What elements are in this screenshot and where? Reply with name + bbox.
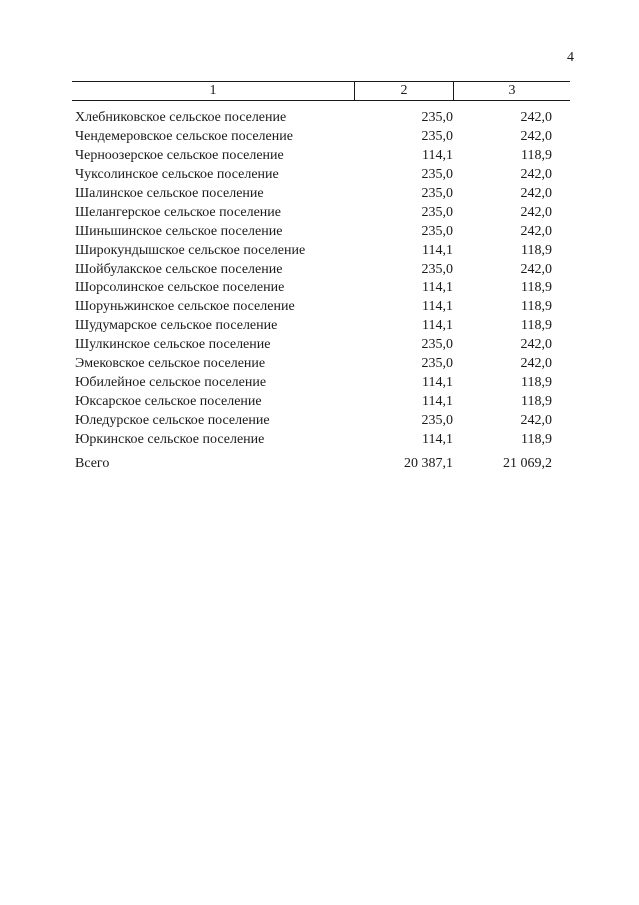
value-col-2: 235,0 (421, 337, 453, 353)
value-col-3: 118,9 (521, 374, 552, 390)
value-col-2: 114,1 (422, 148, 453, 164)
value-col-2: 235,0 (421, 261, 453, 277)
settlement-name: Эмековское сельское поселение (75, 356, 266, 372)
table-row (72, 241, 570, 260)
settlement-name: Юркинское сельское поселение (75, 431, 265, 447)
value-col-3: 242,0 (520, 337, 552, 353)
table-row (72, 430, 570, 449)
table-row (72, 109, 570, 128)
value-col-2: 235,0 (421, 204, 453, 220)
settlement-name: Шоруньжинское сельское поселение (75, 299, 295, 315)
total-row (72, 455, 570, 473)
value-col-3: 118,9 (521, 280, 552, 296)
table-header-row (72, 81, 570, 101)
table-row (72, 336, 570, 355)
value-col-2: 114,1 (422, 280, 453, 296)
value-col-3: 242,0 (520, 356, 552, 372)
settlement-name: Широкундышское сельское поселение (75, 242, 306, 258)
table-row (72, 279, 570, 298)
value-col-3: 118,9 (521, 148, 552, 164)
table-row (72, 411, 570, 430)
value-col-2: 235,0 (421, 167, 453, 183)
table-row (72, 392, 570, 411)
value-col-3: 242,0 (520, 204, 552, 220)
value-col-2: 114,1 (422, 242, 453, 258)
value-col-2: 114,1 (422, 318, 453, 334)
table-row (72, 260, 570, 279)
value-col-2: 235,0 (421, 129, 453, 145)
header-col-1: 1 (72, 82, 355, 100)
settlement-name: Чуксолинское сельское поселение (75, 167, 279, 183)
total-col-2: 20 387,1 (404, 456, 453, 472)
settlement-name: Шалинское сельское поселение (75, 186, 264, 201)
value-col-3: 242,0 (520, 110, 552, 126)
value-col-3: 242,0 (520, 129, 552, 145)
settlement-table (72, 81, 570, 473)
value-col-3: 118,9 (521, 393, 552, 409)
table-body (72, 109, 570, 449)
table-row (72, 203, 570, 222)
value-col-3: 242,0 (520, 186, 552, 201)
value-col-2: 235,0 (421, 223, 453, 239)
header-col-3: 3 (508, 83, 516, 98)
value-col-2: 114,1 (422, 393, 453, 409)
value-col-2: 235,0 (421, 412, 453, 428)
settlement-name: Юледурское сельское поселение (75, 412, 270, 428)
value-col-2: 235,0 (421, 110, 453, 126)
value-col-3: 118,9 (521, 431, 552, 447)
table-row (72, 317, 570, 336)
value-col-3: 242,0 (520, 261, 552, 277)
value-col-3: 242,0 (520, 223, 552, 239)
value-col-2: 114,1 (422, 374, 453, 390)
settlement-name: Шудумарское сельское поселение (75, 318, 278, 334)
value-col-2: 235,0 (421, 356, 453, 372)
value-col-3: 242,0 (520, 412, 552, 428)
total-col-3: 21 069,2 (503, 456, 552, 472)
settlement-name: Юксарское сельское поселение (75, 393, 262, 409)
table-row (72, 298, 570, 317)
settlement-name: Чендемеровское сельское поселение (75, 129, 293, 145)
table-row (72, 166, 570, 185)
settlement-name: Шулкинское сельское поселение (75, 337, 271, 353)
value-col-2: 235,0 (421, 186, 453, 201)
settlement-name: Шиньшинское сельское поселение (75, 223, 283, 239)
table-row (72, 185, 570, 204)
value-col-3: 118,9 (521, 318, 552, 334)
settlement-name: Шойбулакское сельское поселение (75, 261, 283, 277)
value-col-3: 118,9 (521, 299, 552, 315)
table-row (72, 147, 570, 166)
settlement-name: Шелангерское сельское поселение (75, 204, 281, 220)
header-col-2: 2 (355, 82, 454, 100)
value-col-2: 114,1 (422, 299, 453, 315)
table-row (72, 355, 570, 374)
table-row (72, 373, 570, 392)
settlement-name: Черноозерское сельское поселение (75, 148, 284, 164)
table-row (72, 128, 570, 147)
settlement-name: Юбилейное сельское поселение (75, 374, 267, 390)
table-row (72, 222, 570, 241)
value-col-3: 118,9 (521, 242, 552, 258)
page-number: 4 (567, 50, 574, 65)
settlement-name: Шорсолинское сельское поселение (75, 280, 285, 296)
value-col-2: 114,1 (422, 431, 453, 447)
value-col-3: 242,0 (520, 167, 552, 183)
total-label: Всего (75, 456, 110, 472)
settlement-name: Хлебниковское сельское поселение (75, 110, 287, 126)
